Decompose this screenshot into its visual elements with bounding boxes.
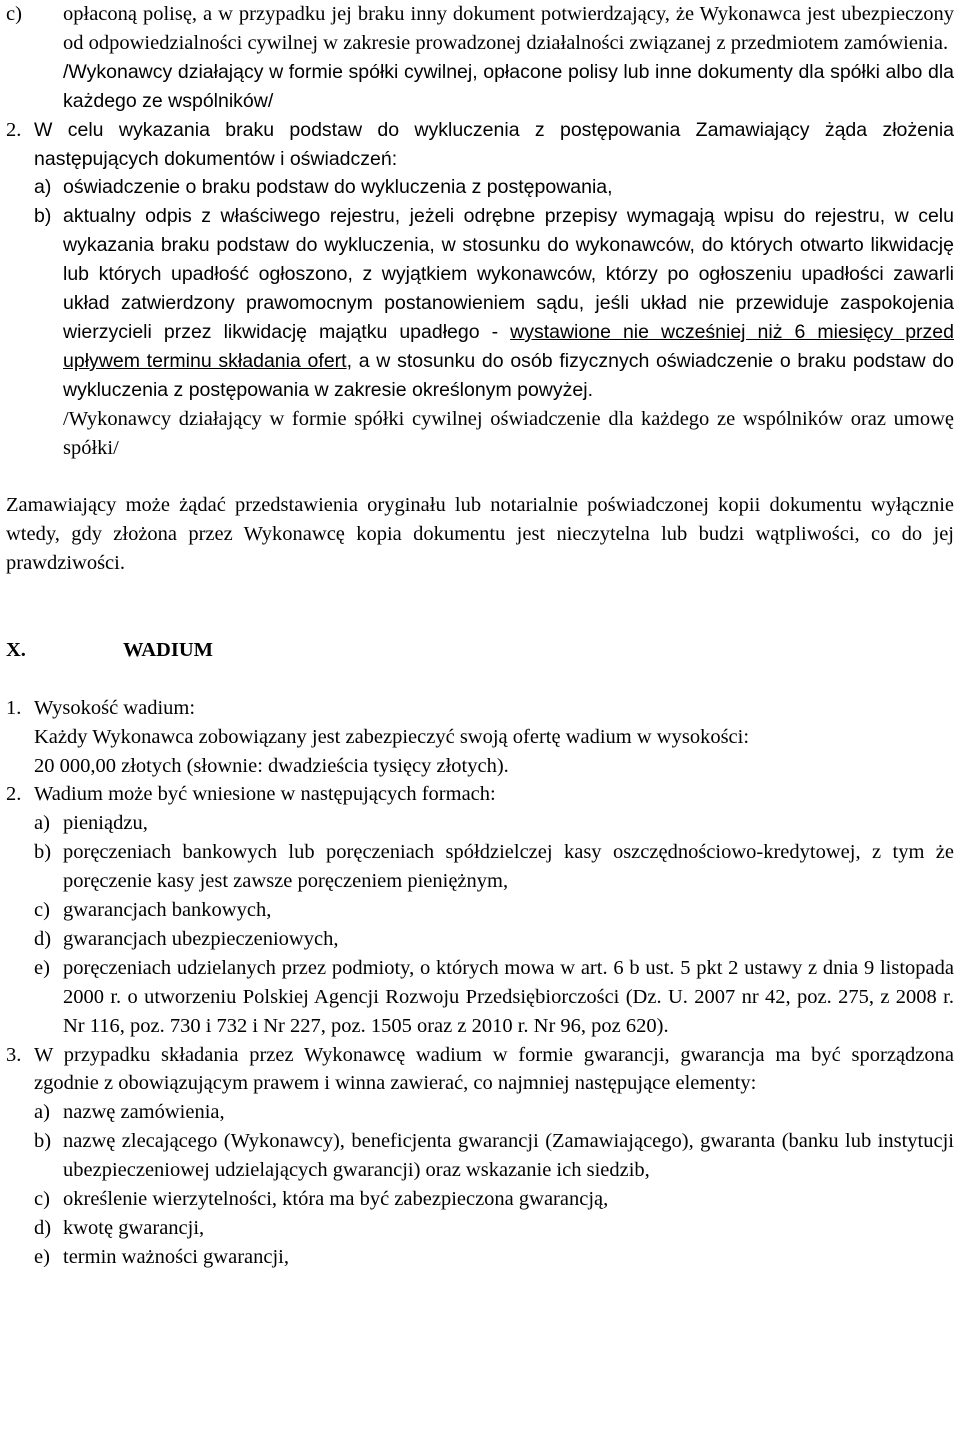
item-marker: e)	[34, 956, 50, 979]
section-title: WADIUM	[123, 638, 213, 661]
item-text: Wysokość wadium:	[34, 696, 196, 719]
item-text: gwarancjach ubezpieczeniowych,	[63, 927, 339, 950]
item-text: oświadczenie o braku podstaw do wykluczenia z postępowania,	[63, 176, 613, 199]
item-marker: 2.	[6, 783, 22, 806]
item-marker: c)	[6, 3, 22, 25]
item-marker: b)	[34, 1130, 52, 1153]
item-marker: a)	[34, 1101, 50, 1124]
list-item	[34, 954, 954, 1041]
item-marker: d)	[34, 1217, 52, 1240]
item-marker: 3.	[6, 1043, 22, 1066]
section-heading	[6, 636, 954, 665]
list	[6, 809, 954, 1040]
note-text: /Wykonawcy działający w formie spółki cywilnej, opłacone polisy lub inne dokumenty dla spółki albo dla każdego ze wspólników/	[63, 60, 954, 112]
note-text: /Wykonawcy działający w formie spółki cywilnej oświadczenie dla każdego ze wspólników oraz umowę spółki/	[63, 407, 954, 459]
item-marker: 1.	[6, 696, 22, 719]
item-marker: b)	[34, 841, 52, 864]
item-text: gwarancjach bankowych,	[63, 899, 272, 922]
list-item-c	[6, 0, 954, 58]
item-text: 20 000,00 złotych (słownie: dwadzieścia tysięcy złotych).	[34, 754, 509, 777]
item-text: poręczeniach bankowych lub poręczeniach spółdzielczej kasy oszczędnościowo-kredytowej, z tym że poręczenie kasy jest zawsze poręczeniem pieniężnym,	[63, 841, 954, 893]
paragraph: Zamawiający może żądać przedstawienia oryginału lub notarialnie poświadczonej kopii dokumentu wyłącznie wtedy, gdy złożona przez Wykonawcę kopia dokumentu jest nieczytelna lub budzi wątpliwości, co do jej prawdziwości.	[6, 494, 954, 575]
list-item	[34, 1185, 954, 1214]
item-text: W celu wykazania braku podstaw do wykluczenia z postępowania Zamawiający żąda złożenia następujących dokumentów i oświadczeń:	[34, 118, 954, 170]
list-item-2b	[34, 202, 954, 404]
item-marker: c)	[34, 1188, 50, 1211]
list	[6, 1098, 954, 1271]
item-text: Każdy Wykonawca zobowiązany jest zabezpieczyć swoją ofertę wadium w wysokości:	[34, 725, 750, 748]
item-text: termin ważności gwarancji,	[63, 1245, 289, 1268]
item-text-part-2: , a w stosunku do osób fizycznych oświadczenie o braku podstaw do wykluczenia z postępowania w zakresie określonym powyżej.	[63, 349, 954, 401]
list-item-1	[6, 694, 954, 723]
list-item-2	[6, 116, 954, 174]
list-item	[34, 1127, 954, 1185]
item-text: Wadium może być wniesione w następujących formach:	[34, 783, 496, 806]
list-item	[34, 809, 954, 838]
item-text: określenie wierzytelności, która ma być zabezpieczona gwarancją,	[63, 1188, 609, 1211]
item-text: poręczeniach udzielanych przez podmioty, o których mowa w art. 6 b ust. 5 pkt 2 ustawy z dnia 9 listopada 2000 r. o utworzeniu Polskiej Agencji Rozwoju Przedsiębiorczości (Dz. U. 2007 nr 42, poz. 275, z 2008 r. Nr 116, poz. 730 i 732 i Nr 227, poz. 1505 oraz z 2010 r. Nr 96, poz 620).	[63, 956, 954, 1037]
list-item-2a	[34, 173, 954, 202]
item-text: kwotę gwarancji,	[63, 1217, 205, 1240]
item-marker: a)	[34, 812, 50, 835]
item-text: opłaconą polisę, a w przypadku jej braku inny dokument potwierdzający, że Wykonawca jest ubezpieczony od odpowiedzialności cywilnej w zakresie prowadzonej działalności związanej z przedmiotem zamówienia.	[63, 3, 954, 54]
list-item	[34, 1098, 954, 1127]
list-item	[34, 925, 954, 954]
item-text-part-1: aktualny odpis z właściwego rejestru, jeżeli odrębne przepisy wymagają wpisu do rejestru, w celu wykazania braku podstaw do wykluczenia, w stosunku do wykonawców, do których otwarto likwidację lub których upadłość ogłoszono, z wyjątkiem wykonawców, którzy po ogłoszeniu upadłości zawarli układ zatwierdzony prawomocnym postanowieniem sądu, jeśli układ nie przewiduje zaspokojenia wierzycieli przez likwidację majątku upadłego -	[63, 205, 954, 343]
item-text: pieniądzu,	[63, 812, 148, 835]
item-marker: c)	[34, 899, 50, 922]
underlined-text: wystawione nie wcześniej niż 6 miesięcy przed upływem terminu składania ofert	[63, 320, 954, 372]
list-item	[34, 896, 954, 925]
section-number: X.	[6, 638, 26, 661]
item-text: W przypadku składania przez Wykonawcę wadium w formie gwarancji, gwarancja ma być sporządzona zgodnie z obowiązującym prawem i winna zawierać, co najmniej następujące elementy:	[34, 1043, 954, 1095]
item-marker: 2.	[6, 118, 22, 141]
item-text: nazwę zamówienia,	[63, 1101, 225, 1124]
item-marker: d)	[34, 927, 52, 950]
item-text	[63, 202, 954, 404]
item-text: nazwę zlecającego (Wykonawcy), beneficjenta gwarancji (Zamawiającego), gwaranta (banku lub instytucji ubezpieczeniowej udzielających gwarancji) oraz wskazanie ich siedzib,	[63, 1130, 954, 1182]
item-marker: a)	[34, 176, 52, 199]
list-item-2	[6, 780, 954, 809]
list-item	[34, 1214, 954, 1243]
item-marker: e)	[34, 1245, 50, 1268]
list-item	[34, 838, 954, 896]
list-item-3	[6, 1041, 954, 1099]
item-marker: b)	[34, 205, 52, 228]
list-item	[34, 1243, 954, 1272]
